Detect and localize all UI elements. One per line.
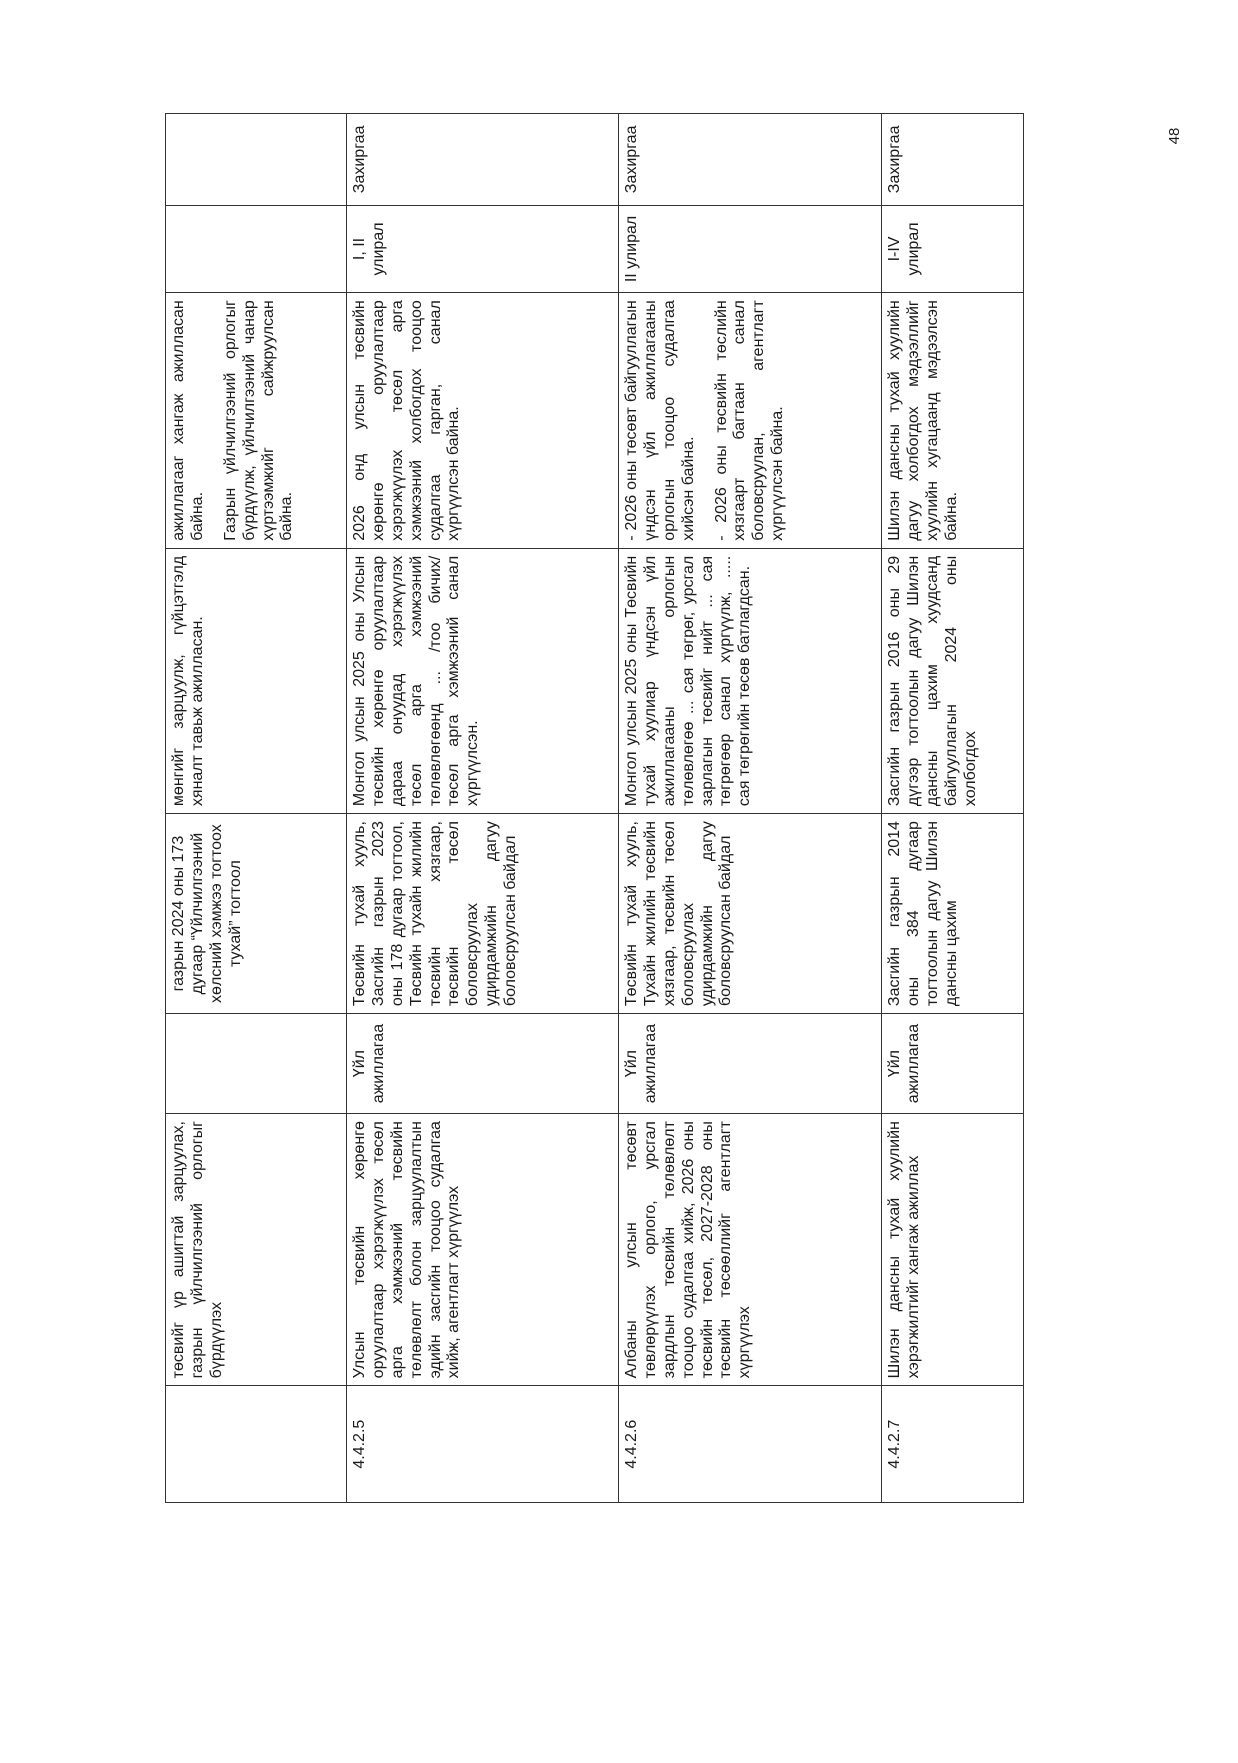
row-number: 4.4.2.5	[347, 1386, 619, 1503]
basis-cell: Засгийн газрын 2014 оны 384 дугаар тогтоолын дагуу Шилэн дансны цахим	[882, 814, 1024, 1014]
page-number: 48	[1166, 127, 1183, 145]
status-cell: Монгол улсын 2025 оны Улсын төсвийн хөрөнгө оруулалтаар дараа онуудад хэрэгжүүлэх төсөл арга хэмжээний төлөвлөгөөнд ... /тоо бичих/ төсөл арга хэмжээний санал хүргүүлсэн.	[347, 548, 619, 813]
responsible-cell	[166, 114, 347, 206]
result-cell	[619, 293, 882, 549]
responsible-cell: Захиргаа	[347, 114, 619, 206]
type-cell: Үйл ажиллагаа	[347, 1014, 619, 1114]
type-cell: Үйл ажиллагаа	[619, 1014, 882, 1114]
period-cell: I, II улирал	[347, 205, 619, 293]
activity-cell: Албаны улсын төсөвт төвлөрүүлэх орлого, урсгал зардлын төсвийн төлөвлөлт тооцоо судалгаа хийж, 2026 оны төсвийн төсөл, 2027-2028 оны төсвийн төсөөллийг агентлагт хүргүүлэх	[619, 1114, 882, 1386]
type-cell: Үйл ажиллагаа	[882, 1014, 1024, 1114]
type-cell	[166, 1014, 347, 1114]
result-cell	[166, 293, 347, 549]
period-cell: II улирал	[619, 205, 882, 293]
result-text: Газрын үйлчилгээний орлогыг бүрдүүлж, үйлчилгээний чанар хүртээмжийг сайжруулсан байна.	[221, 300, 296, 541]
activity-cell: төсвийг үр ашигтай зарцуулах, газрын үйлчилгээний орлогыг бүрдүүлэх	[166, 1114, 347, 1386]
result-text: Шилэн дансны тухай хуулийн дагуу холбогдох мэдээллийг хуулийн хугацаанд мэдээлсэн байна.	[886, 300, 960, 541]
result-text: - 2026 оны төсөвт байгууллагын үндсэн үйл ажиллагааны орлогын тооцоо судалгаа хийсэн байна.	[623, 300, 697, 541]
row-number: 4.4.2.7	[882, 1386, 1024, 1503]
result-cell	[347, 293, 619, 549]
table-row	[619, 114, 882, 1503]
row-number: 4.4.2.6	[619, 1386, 882, 1503]
table-row	[166, 114, 347, 1503]
activity-cell: Шилэн дансны тухай хуулийн хэрэгжилтийг хангаж ажиллах	[882, 1114, 1024, 1386]
result-text: ажиллагааг хангаж ажилласан байна.	[170, 300, 206, 541]
basis-cell: газрын 2024 оны 173 дугаар “Үйлчилгээний хөлсний хэмжээ тогтоох тухай” тогтоол	[166, 814, 347, 1014]
status-cell: Засгийн газрын 2016 оны 29 дүгээр тогтоолын дагуу Шилэн дансны цахим хуудсанд байгууллагын 2024 оны холбогдох	[882, 548, 1024, 813]
status-cell: Монгол улсын 2025 оны Төсвийн тухай хуулиар үндсэн үйл ажиллагааны орлогын төлөвлөгөө ... сая төгрөг, урсгал зарлагын төсвийг нийт ... сая төгрөгөөр санал хүргүүлж, ..... сая төгрөгийн төсөв батлагдсан.	[619, 548, 882, 813]
activity-cell: Улсын төсвийн хөрөнгө оруулалтаар хэрэгжүүлэх төсөл арга хэмжээний төсвийн төлөвлөлт болон зарцуулалтын эдийн засгийн тооцоо судалгаа хийж, агентлагт хүргүүлэх	[347, 1114, 619, 1386]
basis-cell: Төсвийн тухай хууль, Тухайн жилийн төсвийн хязгаар, төсвийн төсөл боловсруулах удирдамжийн дагуу боловсруулсан байдал	[619, 814, 882, 1014]
rotated-table-wrapper	[165, 113, 1023, 1503]
result-text: 2026 онд улсын төсвийн хөрөнгө оруулалтаар хэрэгжүүлэх төсөл арга хэмжээний холбогдох тооцоо судалгаа гарган, санал хүргүүлсэн байна.	[351, 300, 463, 541]
responsible-cell: Захиргаа	[882, 114, 1024, 206]
result-cell	[882, 293, 1024, 549]
row-number	[166, 1386, 347, 1503]
period-cell	[166, 205, 347, 293]
period-cell: I-IV улирал	[882, 205, 1024, 293]
basis-cell: Төсвийн тухай хууль, Засгийн газрын 2023 оны 178 дугаар тогтоол, Төсвийн тухайн жилийн төсвийн хязгаар, төсвийн төсөл боловсруулах удирдамжийн дагуу боловсруулсан байдал	[347, 814, 619, 1014]
responsible-cell: Захиргаа	[619, 114, 882, 206]
table-row	[882, 114, 1024, 1503]
action-plan-table	[165, 113, 1024, 1503]
result-text: - 2026 оны төсвийн төслийн хязгаарт багтаан санал боловсруулан, агентлагт хүргүүлсэн байна.	[712, 300, 787, 541]
status-cell: мөнгийг зарцуулж, гүйцэтгэлд хяналт тавьж ажилласан.	[166, 548, 347, 813]
table-row	[347, 114, 619, 1503]
